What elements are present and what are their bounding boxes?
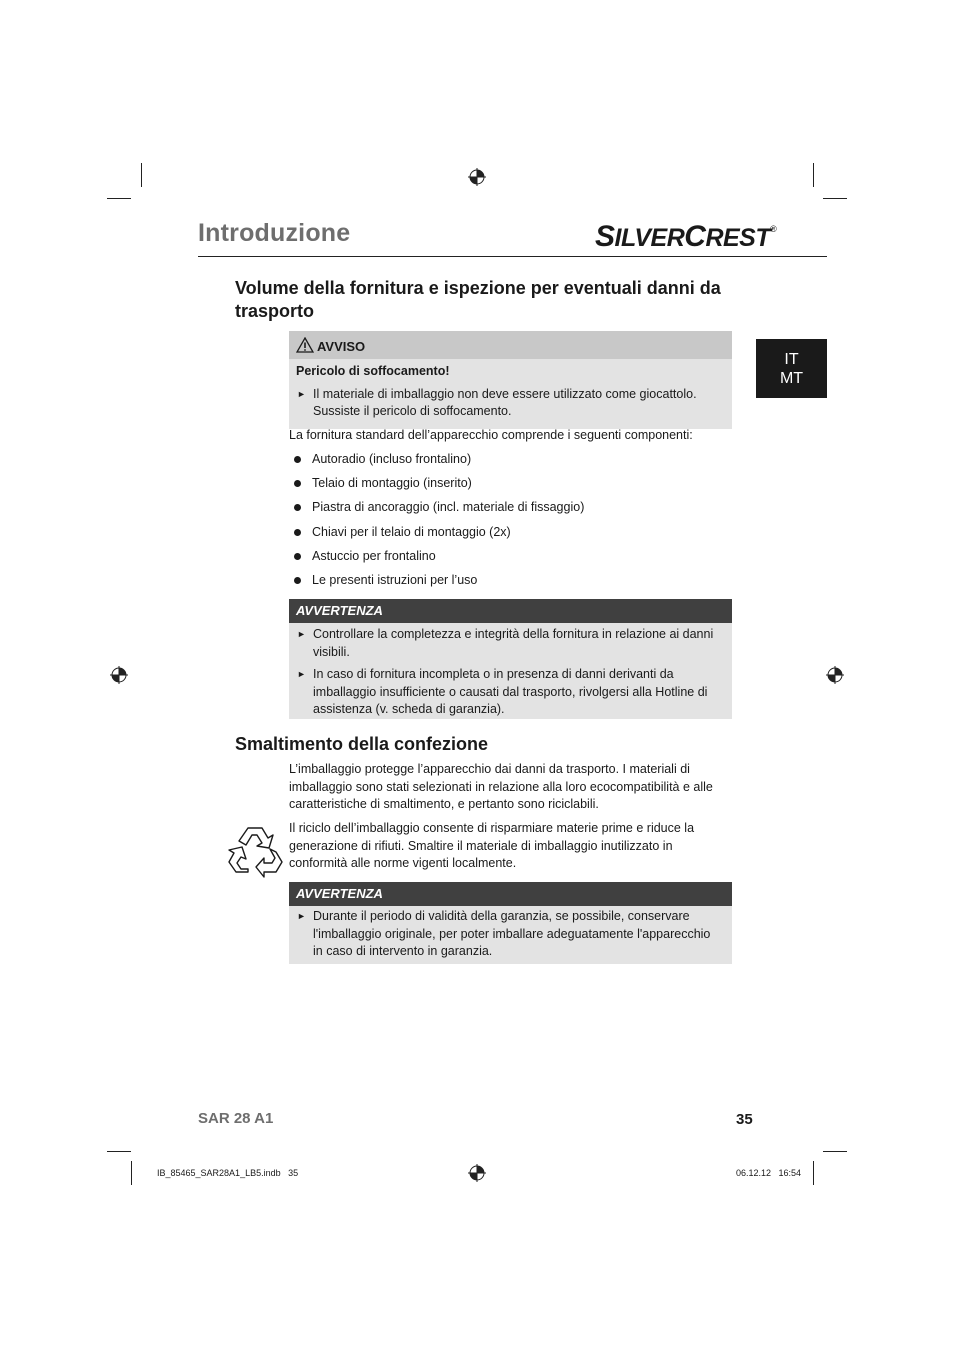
registered-mark: ®: [770, 224, 777, 234]
brand-logo-part: REST: [705, 224, 771, 252]
components-list: [289, 449, 732, 594]
registration-mark-icon: [468, 1164, 486, 1182]
list-item-text: Autoradio (incluso frontalino): [312, 452, 472, 466]
arrow-right-icon: ►: [297, 911, 306, 921]
warning-subtitle: Pericolo di soffocamento!: [296, 364, 450, 378]
arrow-right-icon: ►: [297, 388, 306, 399]
warning-triangle-icon: [296, 337, 314, 353]
crop-mark: [131, 1161, 132, 1185]
crop-mark: [813, 163, 814, 187]
arrow-right-icon: ►: [297, 629, 306, 639]
language-code: IT: [784, 351, 799, 368]
note-box-body: [289, 623, 732, 719]
model-number: SAR 28 A1: [198, 1110, 274, 1127]
note-box: [289, 882, 732, 964]
list-item-text: Piastra di ancoraggio (incl. materiale di fissaggio): [312, 500, 585, 515]
note-box-header: AVVERTENZA: [289, 599, 732, 623]
note-item: [296, 626, 722, 661]
crop-mark: [823, 198, 847, 199]
crop-mark: [813, 1161, 814, 1185]
section-heading: Volume della fornitura e ispezione per eventuali danni da trasporto: [235, 278, 721, 321]
note-box: [289, 599, 732, 721]
registration-mark-icon: [110, 666, 128, 684]
disposal-paragraph: L’imballaggio protegge l’apparecchio dai danni da trasporto. I materiali di imballaggio sono stati selezionati in relazione alla loro ecocompatibilità e alle caratteristiche di smaltimento, e pertanto sono riciclabili.: [289, 762, 713, 811]
note-item-text: In caso di fornitura incompleta o in presenza di danni derivanti da imballaggio insufficiente o causati dal trasporto, rivolgersi alla Hotline di assistenza (v. scheda di garanzia).: [313, 667, 708, 716]
section-heading: Smaltimento della confezione: [235, 734, 489, 754]
note-item: [296, 908, 722, 961]
crop-mark: [107, 1151, 131, 1152]
crop-mark: [823, 1151, 847, 1152]
bullet-icon: [294, 529, 301, 536]
header-divider: [198, 256, 827, 257]
brand-logo-part: ILVER: [614, 224, 685, 252]
crop-mark: [107, 198, 131, 199]
note-item: [296, 666, 722, 719]
brand-logo-part: S: [595, 220, 615, 253]
print-slug-date: 06.12.12 16:54: [736, 1168, 802, 1178]
note-item-text: Controllare la completezza e integrità della fornitura in relazione ai danni visibili.: [313, 627, 714, 659]
warning-box-header: [289, 331, 732, 359]
list-item: [289, 473, 732, 497]
list-item: [289, 497, 732, 521]
brand-logo: [595, 220, 776, 254]
list-item: [289, 570, 732, 594]
registration-mark-icon: [468, 168, 486, 186]
list-item-text: Chiavi per il telaio di montaggio (2x): [312, 524, 511, 539]
bullet-icon: [294, 480, 301, 487]
bullet-icon: [294, 504, 301, 511]
note-box-header: AVVERTENZA: [289, 882, 732, 906]
bullet-icon: [294, 553, 301, 560]
note-item-text: Durante il periodo di validità della garanzia, se possibile, conservare l'imballaggio originale, per poter imballare adeguatamente l'apparecchio in caso di intervento in garanzia.: [313, 909, 711, 958]
list-item: [289, 522, 732, 546]
list-item-text: Le presenti istruzioni per l’uso: [312, 572, 478, 587]
warning-box: [289, 331, 732, 429]
recycling-paragraph: Il riciclo dell’imballaggio consente di risparmiare materie prime e riduce la generazione di rifiuti. Smaltire il materiale di imballaggio inutilizzato in conformità alle norme vigenti localmente.: [289, 821, 695, 870]
warning-label: AVVISO: [317, 339, 366, 354]
warning-item-text: Il materiale di imballaggio non deve essere utilizzato come giocattolo. Sussiste il pericolo di soffocamento.: [313, 386, 697, 418]
crop-mark: [141, 163, 142, 187]
bullet-icon: [294, 577, 301, 584]
warning-box-body: [289, 359, 732, 429]
components-intro: La fornitura standard dell’apparecchio comprende i seguenti componenti:: [289, 428, 693, 442]
page-number: 35: [736, 1111, 753, 1128]
recycle-icon: [226, 822, 284, 878]
note-box-body: [289, 906, 732, 964]
language-tab: [756, 339, 827, 398]
warning-item: [296, 386, 722, 421]
arrow-right-icon: ►: [297, 669, 306, 679]
list-item-text: Astuccio per frontalino: [312, 548, 436, 563]
brand-logo-part: C: [684, 220, 706, 253]
list-item-text: Telaio di montaggio (inserito): [312, 476, 472, 491]
page-title: Introduzione: [198, 219, 351, 247]
registration-mark-icon: [826, 666, 844, 684]
list-item: [289, 449, 732, 473]
list-item: [289, 546, 732, 570]
bullet-icon: [294, 456, 301, 463]
language-code: MT: [779, 370, 804, 387]
print-slug-file: IB_85465_SAR28A1_LB5.indb 35: [157, 1168, 299, 1178]
